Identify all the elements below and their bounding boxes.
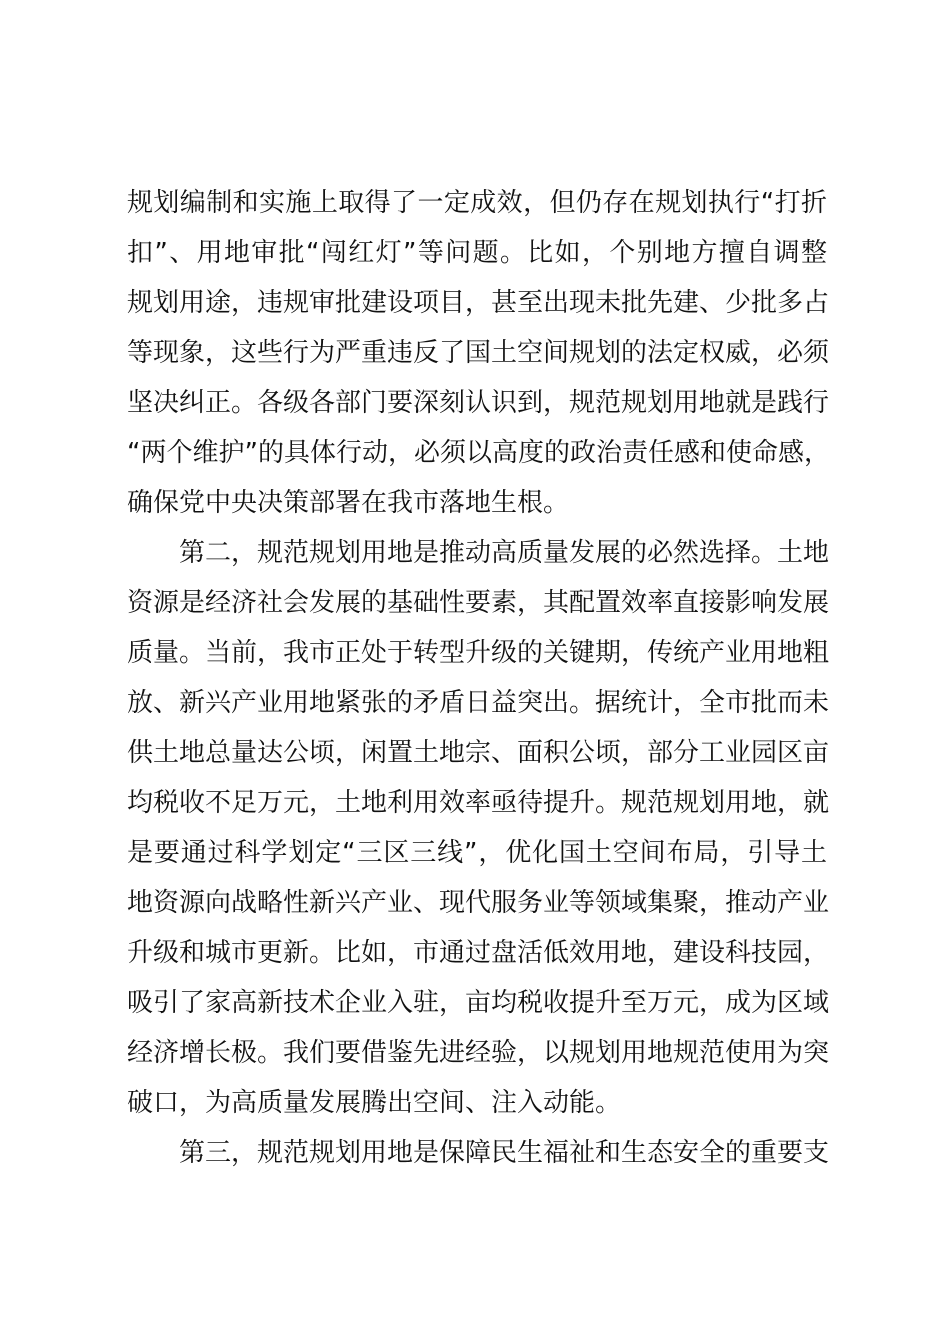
- text-line: 第三，规范规划用地是保障民生福祉和生态安全的重要支: [127, 1138, 830, 1168]
- text-line: 破口，为高质量发展腾出空间、注入动能。: [127, 1088, 622, 1118]
- text-line: 供土地总量达公顷，闲置土地宗、面积公顷，部分工业园区亩: [127, 738, 830, 768]
- text-line: 坚决纠正。各级各部门要深刻认识到，规范规划用地就是践行: [127, 388, 830, 418]
- text-line: 放、新兴产业用地紧张的矛盾日益突出。据统计，全市批而未: [127, 688, 830, 718]
- text-line: 扣”、用地审批“闯红灯”等问题。比如，个别地方擅自调整: [127, 238, 827, 268]
- text-line: 经济增长极。我们要借鉴先进经验，以规划用地规范使用为突: [127, 1038, 830, 1068]
- text-line: 资源是经济社会发展的基础性要素，其配置效率直接影响发展: [127, 588, 830, 618]
- text-line: 等现象，这些行为严重违反了国土空间规划的法定权威，必须: [127, 338, 830, 368]
- text-line: 吸引了家高新技术企业入驻，亩均税收提升至万元，成为区域: [127, 988, 830, 1018]
- text-line: 均税收不足万元，土地利用效率亟待提升。规范规划用地，就: [127, 788, 830, 818]
- text-line: 地资源向战略性新兴产业、现代服务业等领域集聚，推动产业: [127, 888, 830, 918]
- text-line: 规划编制和实施上取得了一定成效，但仍存在规划执行“打折: [127, 188, 827, 218]
- text-line: 确保党中央决策部署在我市落地生根。: [127, 488, 570, 518]
- text-line: “两个维护”的具体行动，必须以高度的政治责任感和使命感，: [127, 438, 830, 468]
- text-line: 第二，规范规划用地是推动高质量发展的必然选择。土地: [127, 538, 830, 568]
- text-line: 质量。当前，我市正处于转型升级的关键期，传统产业用地粗: [127, 638, 830, 668]
- text-line: 是要通过科学划定“三区三线”，优化国土空间布局，引导土: [127, 838, 827, 868]
- body-text: [127, 178, 830, 1178]
- text-line: 规划用途，违规审批建设项目，甚至出现未批先建、少批多占: [127, 288, 830, 318]
- text-line: 升级和城市更新。比如，市通过盘活低效用地，建设科技园，: [127, 938, 830, 968]
